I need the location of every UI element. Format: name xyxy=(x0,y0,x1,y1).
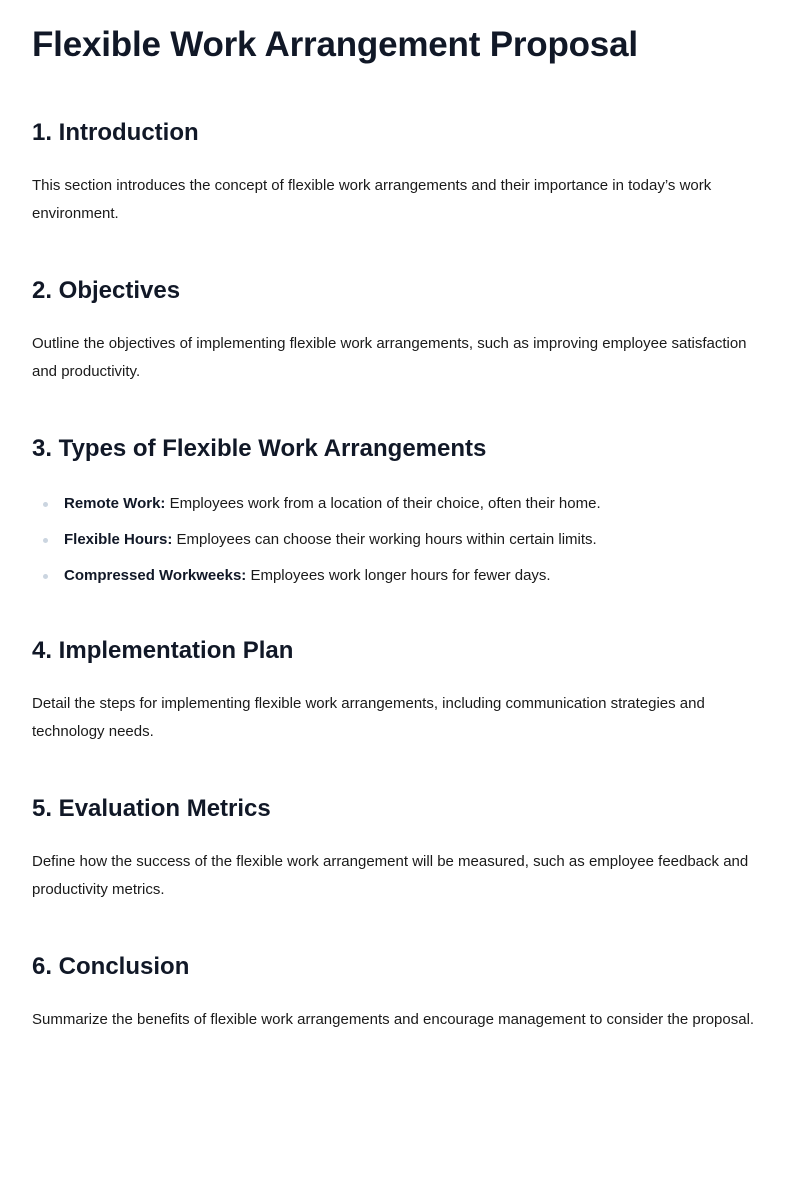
section-heading: 3. Types of Flexible Work Arrangements xyxy=(32,435,487,462)
section-body: Summarize the benefits of flexible work arrangements and encourage management to consider the proposal. xyxy=(32,1011,755,1028)
list-item-text: Employees work from a location of their choice, often their home. xyxy=(165,495,601,512)
list-item xyxy=(32,528,768,552)
section-body: This section introduces the concept of flexible work arrangements and their importance in today’s work environment. xyxy=(32,177,712,222)
list-item-term: Compressed Workweeks: xyxy=(64,567,247,584)
section-heading: 2. Objectives xyxy=(32,277,181,304)
bullet-dot-icon xyxy=(43,538,48,543)
section-body: Detail the steps for implementing flexible work arrangements, including communication strategies and technology needs. xyxy=(32,695,705,740)
list-item-text: Employees work longer hours for fewer days. xyxy=(246,567,551,584)
list-item xyxy=(32,564,768,588)
bullet-dot-icon xyxy=(43,502,48,507)
section-body: Define how the success of the flexible work arrangement will be measured, such as employee feedback and productivity metrics. xyxy=(32,853,749,898)
section-conclusion xyxy=(32,952,768,1034)
list-item xyxy=(32,492,768,516)
list-item-term: Flexible Hours: xyxy=(64,531,173,548)
section-heading: 1. Introduction xyxy=(32,119,199,146)
section-heading: 5. Evaluation Metrics xyxy=(32,795,271,822)
section-evaluation-metrics xyxy=(32,794,768,904)
section-introduction xyxy=(32,118,768,228)
section-objectives xyxy=(32,276,768,386)
section-body: Outline the objectives of implementing flexible work arrangements, such as improving employee satisfaction and productivity. xyxy=(32,335,747,380)
document-title: Flexible Work Arrangement Proposal xyxy=(32,25,638,64)
list-item-term: Remote Work: xyxy=(64,495,166,512)
section-types xyxy=(32,434,768,588)
section-heading: 4. Implementation Plan xyxy=(32,637,294,664)
bullet-dot-icon xyxy=(43,574,48,579)
section-implementation-plan xyxy=(32,636,768,746)
list-item-text: Employees can choose their working hours within certain limits. xyxy=(172,531,597,548)
types-list xyxy=(32,492,768,588)
section-heading: 6. Conclusion xyxy=(32,953,190,980)
